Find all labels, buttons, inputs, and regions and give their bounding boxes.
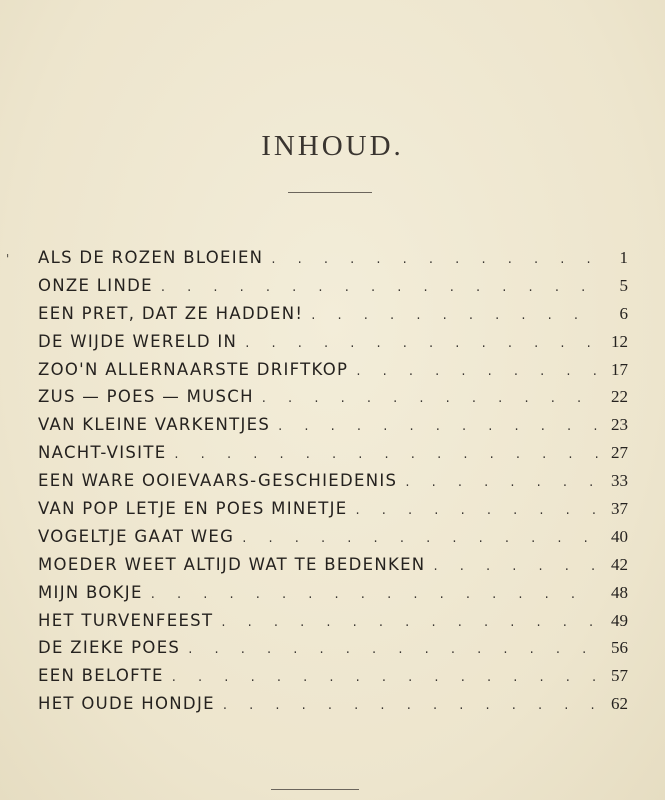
toc-entry-title: NACHT-VISITE xyxy=(38,443,167,463)
toc-entry-title: DE ZIEKE POES xyxy=(38,638,181,658)
toc-leader-dots xyxy=(174,447,598,462)
toc-entry-page: 57 xyxy=(611,666,628,686)
toc-entry-page: 33 xyxy=(611,471,628,491)
toc-entry-page: 23 xyxy=(611,415,628,435)
toc-entry-page: 48 xyxy=(611,582,628,602)
toc-entry-title: VOGELTJE GAAT WEG xyxy=(38,526,235,546)
bottom-divider xyxy=(271,789,359,790)
toc-entry-title: EEN BELOFTE xyxy=(38,666,164,686)
toc-leader-dots xyxy=(405,475,598,490)
toc-entry xyxy=(38,304,628,332)
toc-entry-page: 17 xyxy=(611,359,628,379)
toc-entry-page: 49 xyxy=(611,610,628,630)
toc-entry-page: 56 xyxy=(611,638,628,658)
toc-entry-title: EEN WARE OOIEVAARS-GESCHIEDENIS xyxy=(38,471,398,491)
toc-entry xyxy=(38,360,628,388)
toc-leader-dots xyxy=(311,308,598,323)
paper-speck: ' xyxy=(6,252,10,266)
toc-entry-title: VAN KLEINE VARKENTJES xyxy=(38,415,271,435)
toc-leader-dots xyxy=(161,280,598,295)
toc-entry-title: HET OUDE HONDJE xyxy=(38,694,215,714)
toc-leader-dots xyxy=(356,364,598,379)
toc-leader-dots xyxy=(262,391,598,406)
toc-entry-page: 5 xyxy=(619,275,628,295)
toc-entry-title: ZUS — POES — MUSCH xyxy=(38,387,254,407)
toc-entry xyxy=(38,499,628,527)
toc-leader-dots xyxy=(245,336,598,351)
toc-entry-page: 62 xyxy=(611,694,628,714)
toc-leader-dots xyxy=(221,615,598,630)
toc-entry-page: 27 xyxy=(611,443,628,463)
toc-entry-page: 40 xyxy=(611,526,628,546)
toc-entry xyxy=(38,527,628,555)
toc-entry xyxy=(38,666,628,694)
toc-entry-page: 1 xyxy=(619,248,628,267)
toc-entry xyxy=(38,276,628,304)
toc-entry xyxy=(38,332,628,360)
toc-leader-dots xyxy=(433,559,598,574)
toc-entry xyxy=(38,248,628,276)
toc-entry xyxy=(38,415,628,443)
toc-entry xyxy=(38,694,628,722)
toc-leader-dots xyxy=(271,252,598,267)
toc-entry xyxy=(38,638,628,666)
toc-entry xyxy=(38,443,628,471)
toc-entry xyxy=(38,583,628,611)
toc-leader-dots xyxy=(151,587,598,602)
toc-entry-title: VAN POP LETJE EN POES MINETJE xyxy=(38,499,348,519)
toc-entry-page: 37 xyxy=(611,499,628,519)
toc-leader-dots xyxy=(223,698,598,713)
toc-entry-title: MIJN BOKJE xyxy=(38,582,143,602)
toc-entry-page: 6 xyxy=(619,303,628,323)
toc-entry xyxy=(38,555,628,583)
toc-entry-page: 22 xyxy=(611,387,628,407)
toc-entry-title: HET TURVENFEEST xyxy=(38,610,214,630)
toc-leader-dots xyxy=(188,642,598,657)
toc-entry xyxy=(38,471,628,499)
toc-entry-title: EEN PRET, DAT ZE HADDEN! xyxy=(38,303,304,323)
toc-entry-title: ONZE LINDE xyxy=(38,275,153,295)
toc-leader-dots xyxy=(242,531,598,546)
page-title: INHOUD. xyxy=(261,130,404,162)
toc-entry xyxy=(38,611,628,639)
toc-leader-dots xyxy=(356,503,598,518)
toc-leader-dots xyxy=(278,419,598,434)
toc-entry-title: ALS DE ROZEN BLOEIEN xyxy=(38,248,264,267)
toc-entry-page: 42 xyxy=(611,554,628,574)
toc-entry-title: MOEDER WEET ALTIJD WAT TE BEDENKEN xyxy=(38,554,426,574)
toc-entry-title: DE WIJDE WERELD IN xyxy=(38,331,238,351)
table-of-contents xyxy=(38,248,628,722)
toc-leader-dots xyxy=(172,670,598,685)
title-divider xyxy=(288,192,372,193)
toc-entry xyxy=(38,387,628,415)
toc-entry-page: 12 xyxy=(611,331,628,351)
toc-entry-title: ZOO'N ALLERNAARSTE DRIFTKOP xyxy=(38,359,349,379)
